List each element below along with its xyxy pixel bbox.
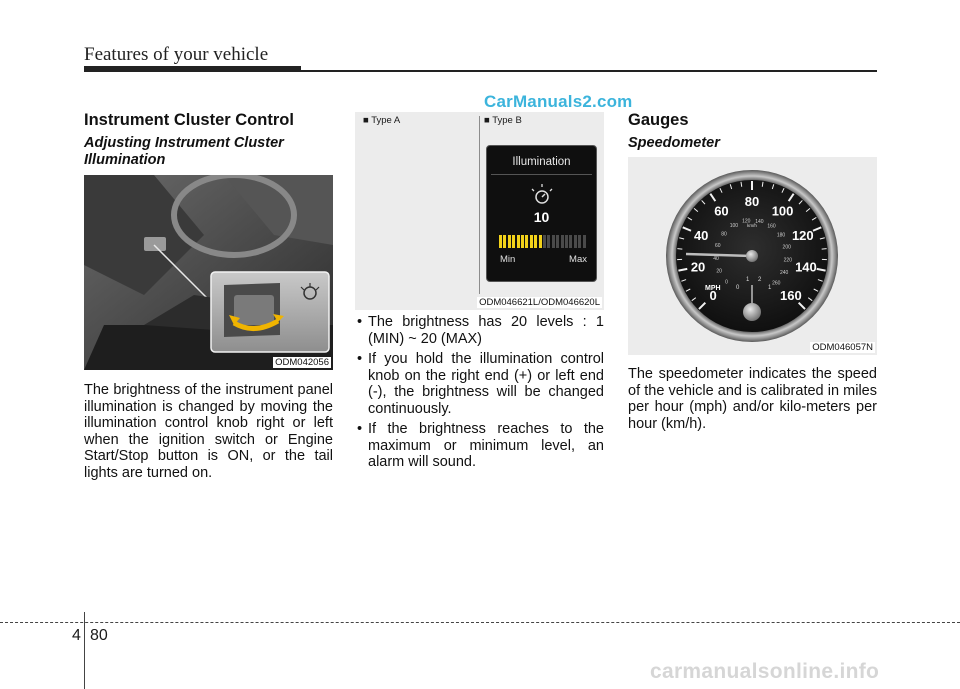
page-header-title: Features of your vehicle [84, 44, 269, 65]
min-label: Min [500, 254, 516, 265]
level-segment [565, 235, 568, 248]
figure-code: ODM046057N [812, 342, 873, 353]
bullet-item: • The brightness has 20 levels : 1 (MIN) ~ 20 (MAX) [355, 314, 604, 347]
watermark-bottom: carmanualsonline.info [650, 660, 880, 683]
watermark-top: CarManuals2.com [484, 92, 633, 111]
mph-scale-label: 100 [771, 203, 794, 219]
body-paragraph: The speedometer indicates the speed of the vehicle and is calibrated in miles per hour (mph) and/or kilo-meters per hour (km/h). [628, 366, 877, 432]
level-segment [530, 235, 533, 248]
chapter-number: 4 [72, 627, 81, 644]
sub-gauge-label: 0 [736, 285, 740, 291]
brightness-bullet-list [355, 314, 604, 475]
kmh-scale-label: 260 [772, 280, 781, 287]
brightness-icon [529, 182, 555, 208]
level-segment [583, 235, 586, 248]
mph-scale-label: 160 [780, 287, 802, 303]
cluster-display [486, 145, 597, 282]
figure-illumination-display [355, 112, 604, 310]
kmh-scale-label: 0 [725, 279, 728, 286]
type-divider [479, 116, 480, 294]
level-segment [525, 235, 528, 248]
kmh-scale-label: 180 [776, 232, 786, 239]
level-segment [499, 235, 502, 248]
level-segment [547, 235, 550, 248]
level-segment [508, 235, 511, 248]
sub-gauge-hub [743, 303, 761, 321]
level-segment [543, 235, 546, 248]
kmh-scale-label: 60 [714, 242, 721, 249]
mph-scale-label: 0 [709, 287, 717, 303]
speedometer-gauge [628, 157, 877, 355]
mph-scale-label: 20 [690, 259, 706, 275]
kmh-scale-label: 220 [783, 257, 792, 264]
level-segment [578, 235, 581, 248]
sub-gauge-label: 1 [768, 285, 772, 291]
level-segment [569, 235, 572, 248]
header-rule [84, 66, 301, 72]
knob-illustration [84, 175, 333, 370]
max-label: Max [569, 254, 587, 265]
level-segment [539, 235, 542, 248]
subheading-adjusting-illumination: Adjusting Instrument Cluster Illumination [84, 135, 284, 168]
figure-code: ODM042056 [275, 357, 329, 368]
footer-divider [84, 612, 85, 689]
level-segment [517, 235, 520, 248]
kmh-scale-label: 100 [729, 222, 739, 229]
figure-code: ODM046621L/ODM046620L [479, 297, 600, 308]
kmh-scale-label: 20 [716, 268, 722, 275]
kmh-scale-label: 120 [742, 218, 751, 225]
level-segment [512, 235, 515, 248]
level-segment [521, 235, 524, 248]
level-segment [556, 235, 559, 248]
level-segment [561, 235, 564, 248]
brightness-level-value: 10 [533, 209, 550, 225]
mph-scale-label: 60 [714, 203, 729, 219]
kmh-scale-label: 80 [721, 231, 727, 238]
brightness-level-bar [499, 235, 587, 248]
section-heading-gauges: Gauges [628, 111, 689, 129]
mph-scale-label: 140 [795, 259, 817, 275]
level-segment [552, 235, 555, 248]
page-number: 80 [90, 627, 108, 644]
needle-hub [746, 250, 758, 262]
bullet-item: • If the brightness reaches to the maximum or minimum level, an alarm will sound. [355, 421, 604, 471]
figure-illumination-knob [84, 175, 333, 370]
section-heading-instrument-cluster: Instrument Cluster Control [84, 111, 294, 129]
mph-scale-label: 40 [693, 227, 709, 243]
level-segment [534, 235, 537, 248]
kmh-unit-label: km/h [747, 223, 757, 228]
sub-gauge-label: 2 [758, 277, 762, 283]
kmh-scale-label: 140 [755, 218, 764, 225]
mph-scale-label: 120 [791, 227, 814, 243]
body-paragraph: The brightness of the instrument panel illumination is changed by moving the illumination control knob right or left when the ignition switch or Engine Start/Stop button is ON, or the tail lights are turned on. [84, 382, 333, 481]
type-b-label: ■ Type B [484, 115, 522, 126]
footer-rule [0, 622, 960, 623]
kmh-scale-label: 240 [780, 270, 789, 277]
kmh-scale-label: 200 [782, 244, 791, 251]
level-segment [574, 235, 577, 248]
level-segment [503, 235, 506, 248]
mph-scale-label: 80 [744, 194, 760, 209]
header-rule-thin [301, 70, 877, 72]
subheading-speedometer: Speedometer [628, 135, 720, 151]
kmh-scale-label: 160 [767, 223, 776, 230]
figure-speedometer [628, 157, 877, 355]
sub-gauge-label: 1 [746, 277, 750, 283]
kmh-scale-label: 40 [713, 255, 719, 262]
mph-unit-label: MPH [705, 285, 721, 292]
bullet-item: • If you hold the illumination control knob on the right end (+) or left end (-), the brightness will be changed continuously. [355, 351, 604, 417]
type-a-label: ■ Type A [363, 115, 401, 126]
display-title: Illumination [512, 156, 571, 168]
